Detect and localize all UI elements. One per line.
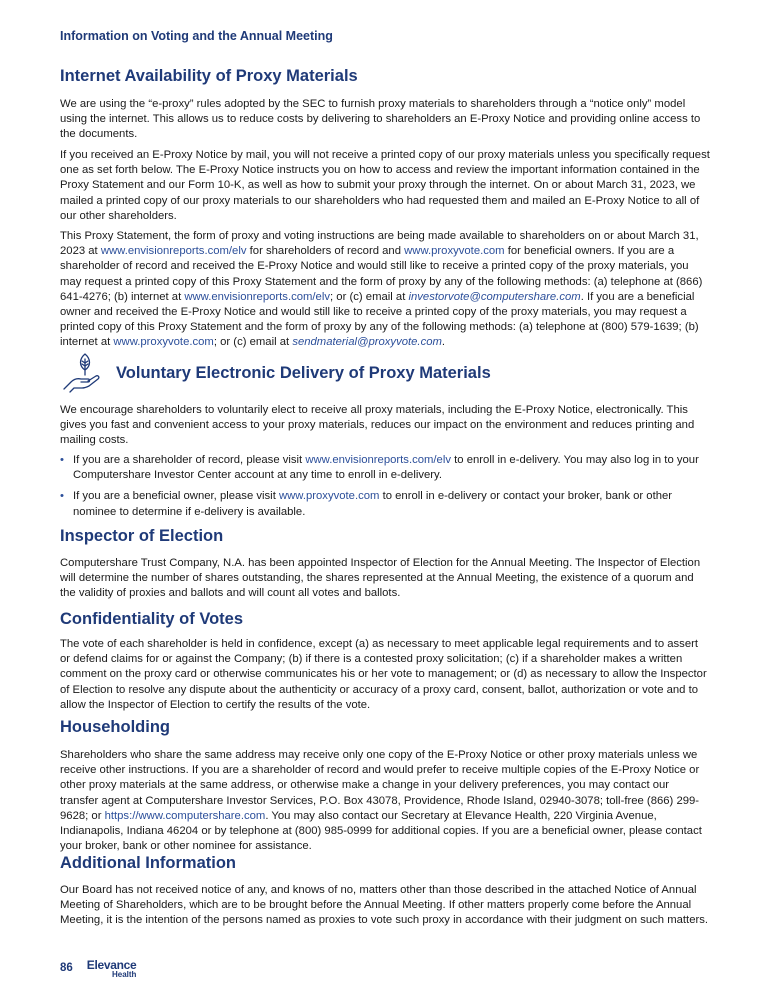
page-number: 86 (60, 962, 73, 974)
heading-voluntary-delivery: Voluntary Electronic Delivery of Proxy Materials (116, 364, 491, 382)
paragraph: We are using the “e-proxy” rules adopted by the SEC to furnish proxy materials to shareholders through a “notice only” model using the internet. This allows us to reduce costs by delivering to shareholders an E-Proxy Notice and providing online access to the documents. (60, 98, 701, 141)
heading-additional-information: Additional Information (60, 854, 236, 872)
link-envisionreports[interactable]: www.envisionreports.com/elv (184, 290, 331, 303)
paragraph: The vote of each shareholder is held in confidence, except (a) as necessary to meet applicable legal requirements and to assert or defend claims for or against the Company; (b) if there is a contested proxy solicitation; (c) if a shareholder makes a written comment on the proxy card or otherwise communicates his or her vote to management; or (d) as necessary to allow the Inspector of Election to resolve any dispute about the authenticity or accuracy of a proxy card, consent, ballot, authorization or vote and to allow the Inspector of Election to certify the results of the vote. (60, 638, 707, 711)
email-sendmaterial[interactable]: sendmaterial@proxyvote.com (292, 336, 442, 349)
page-footer (60, 960, 136, 980)
heading-householding: Householding (60, 718, 170, 736)
email-investorvote[interactable]: investorvote@computershare.com (408, 290, 581, 303)
heading-confidentiality: Confidentiality of Votes (60, 610, 244, 628)
bullet-list (60, 453, 710, 526)
hand-leaf-icon (62, 351, 104, 393)
link-proxyvote[interactable]: www.proxyvote.com (113, 336, 214, 349)
heading-inspector-of-election: Inspector of Election (60, 527, 224, 545)
link-envisionreports[interactable]: www.envisionreports.com/elv (305, 454, 452, 466)
paragraph: This Proxy Statement, the form of proxy and voting instructions are being made available to shareholders on or about March 31, 2023 at www.envisionreports.com/elv for shareholders of record and www.proxyvote.com for beneficial owners. If you are a shareholder of record and received the E-Proxy Notice and would still like to receive a printed copy of the proxy materials, you may request a printed copy of this Proxy Statement and the form of proxy by any of the following methods: (a) telephone at (866) 641-4276; (b) internet at www.envisionreports.com/elv; or (c) email at investorvote@computershare.com. If you are a beneficial owner and received the E-Proxy Notice and would still like to receive a printed copy of the proxy materials, you may request a printed copy of this Proxy Statement and the form of proxy by any of the following methods: (a) telephone at (800) 579-1639; (b) internet at www.proxyvote.com; or (c) email at sendmaterial@proxyvote.com. (60, 230, 703, 349)
heading-internet-availability: Internet Availability of Proxy Materials (60, 67, 358, 85)
link-proxyvote[interactable]: www.proxyvote.com (404, 245, 505, 258)
paragraph: Our Board has not received notice of any, and knows of no, matters other than those described in the attached Notice of Annual Meeting of Shareholders, which are to be brought before the Annual Meeting. If other matters properly come before the Annual Meeting, it is the intention of the persons named as proxies to vote such proxy in accordance with their judgment on such matters. (60, 884, 709, 927)
link-envisionreports[interactable]: www.envisionreports.com/elv (100, 245, 247, 258)
list-item: • If you are a beneficial owner, please visit www.proxyvote.com to enroll in e-delivery or contact your broker, bank or other nominee to determine if e-delivery is available. (60, 489, 710, 519)
link-computershare[interactable]: https://www.computershare.com (104, 809, 266, 822)
link-proxyvote[interactable]: www.proxyvote.com (278, 490, 380, 503)
paragraph: If you received an E-Proxy Notice by mail, you will not receive a printed copy of our proxy materials unless you specifically request one as set forth below. The E-Proxy Notice instructs you on how to access and review the important information contained in the Proxy Statement and our Form 10-K, as well as how to submit your proxy through the internet. On or about March 31, 2023, we mailed a printed copy of our proxy materials to our shareholders who had requested them and mailed an E-Proxy Notice to all of our other shareholders. (60, 149, 710, 222)
elevance-health-logo: Elevance Health (86, 958, 137, 979)
paragraph: Computershare Trust Company, N.A. has been appointed Inspector of Election for the Annual Meeting. The Inspector of Election will determine the number of shares outstanding, the shares represented at the Annual Meeting, the existence of a quorum and the validity of proxies and ballots and will count all votes and ballots. (60, 557, 701, 600)
running-header: Information on Voting and the Annual Meeting (60, 29, 333, 43)
paragraph: Shareholders who share the same address may receive only one copy of the E-Proxy Notice or other proxy materials unless we receive other instructions. If you are a shareholder of record and would prefer to receive multiple copies of the E-Proxy Notice or other proxy materials at the same address, or otherwise make a change in your delivery preferences, you may contact our transfer agent at Computershare Investor Services, P.O. Box 43078, Providence, Rhode Island, 02940-3078; toll-free (866) 299-9628; or https://www.computershare.com. You may also contact our Secretary at Elevance Health, 220 Virginia Avenue, Indianapolis, Indiana 46204 or by telephone at (800) 985-0999 for additional copies. If you are a beneficial owner, please contact your broker, bank or other nominee for assistance. (60, 749, 702, 853)
paragraph: We encourage shareholders to voluntarily elect to receive all proxy materials, including the E-Proxy Notice, electronically. This gives you fast and convenient access to your proxy materials, reduces our impact on the environment and reduces printing and mailing costs. (60, 404, 695, 447)
list-item: • If you are a shareholder of record, please visit www.envisionreports.com/elv to enroll in e-delivery. You may also log in to your Computershare Investor Center account at any time to enroll in e-delivery. (60, 453, 710, 483)
